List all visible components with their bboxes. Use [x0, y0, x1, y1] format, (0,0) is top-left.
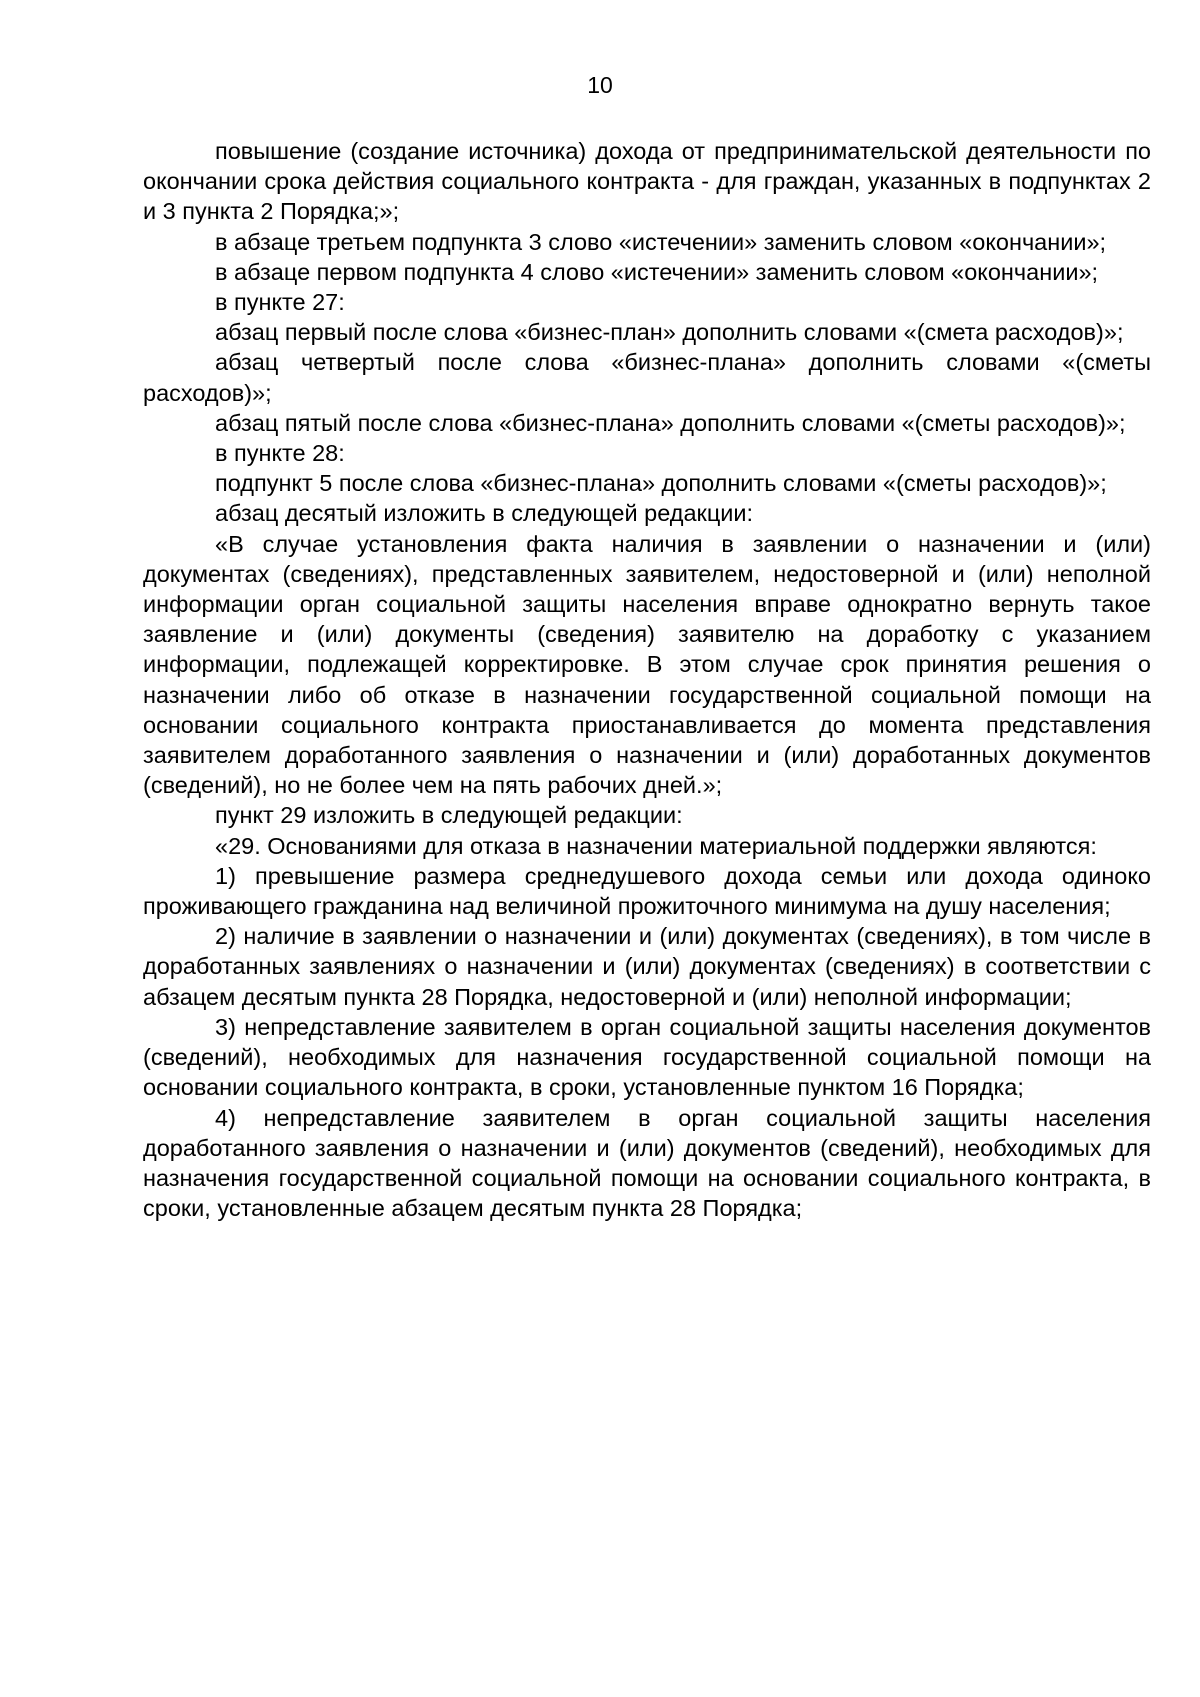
paragraph: «В случае установления факта наличия в заявлении о назначении и (или) документах (сведениях), представленных заявителем, недостоверной и (или) неполной информации орган социальной защиты населения вправе однократно вернуть такое заявление и (или) документы (сведения) заявителю на доработку с указанием информации, подлежащей корректировке. В этом случае срок принятия решения о назначении либо об отказе в назначении государственной социальной помощи на основании социального контракта приостанавливается до момента представления заявителем доработанного заявления о назначении и (или) доработанных документов (сведений), но не более чем на пять рабочих дней.»; [143, 530, 1151, 799]
paragraph: в абзаце первом подпункта 4 слово «истечении» заменить словом «окончании»; [215, 258, 1099, 285]
paragraph: абзац десятый изложить в следующей редакции: [215, 500, 754, 527]
document-body [143, 136, 1151, 1223]
paragraph: 2) наличие в заявлении о назначении и (или) документах (сведениях), в том числе в доработанных заявлениях о назначении и (или) документах (сведениях) в соответствии с абзацем десятым пункта 28 Порядка, недостоверной и (или) неполной информации; [143, 923, 1151, 1010]
page-number: 10 [587, 72, 613, 98]
paragraph: абзац четвертый после слова «бизнес-плана» дополнить словами «(сметы расходов)»; [143, 349, 1151, 406]
paragraph: 4) непредставление заявителем в орган социальной защиты населения доработанного заявления о назначении и (или) документов (сведений), необходимых для назначения государственной социальной помощи на основании социального контракта, в сроки, установленные абзацем десятым пункта 28 Порядка; [143, 1104, 1151, 1222]
paragraph: в пункте 28: [215, 440, 345, 467]
paragraph: в абзаце третьем подпункта 3 слово «истечении» заменить словом «окончании»; [215, 228, 1107, 255]
paragraph: пункт 29 изложить в следующей редакции: [215, 802, 683, 829]
paragraph: абзац первый после слова «бизнес-план» дополнить словами «(смета расходов)»; [215, 319, 1124, 346]
paragraph: 3) непредставление заявителем в орган социальной защиты населения документов (сведений), необходимых для назначения государственной социальной помощи на основании социального контракта, в сроки, установленные пунктом 16 Порядка; [143, 1013, 1151, 1101]
paragraph: «29. Основаниями для отказа в назначении материальной поддержки являются: [215, 832, 1097, 859]
paragraph: повышение (создание источника) дохода от предпринимательской деятельности по окончании срока действия социального контракта - для граждан, указанных в подпунктах 2 и 3 пункта 2 Порядка;»; [143, 138, 1151, 225]
paragraph: подпункт 5 после слова «бизнес-плана» дополнить словами «(сметы расходов)»; [215, 470, 1107, 497]
paragraph: в пункте 27: [215, 289, 345, 316]
paragraph: 1) превышение размера среднедушевого дохода семьи или дохода одиноко проживающего гражданина над величиной прожиточного минимума на душу населения; [143, 862, 1151, 920]
paragraph: абзац пятый после слова «бизнес-плана» дополнить словами «(сметы расходов)»; [215, 409, 1126, 436]
